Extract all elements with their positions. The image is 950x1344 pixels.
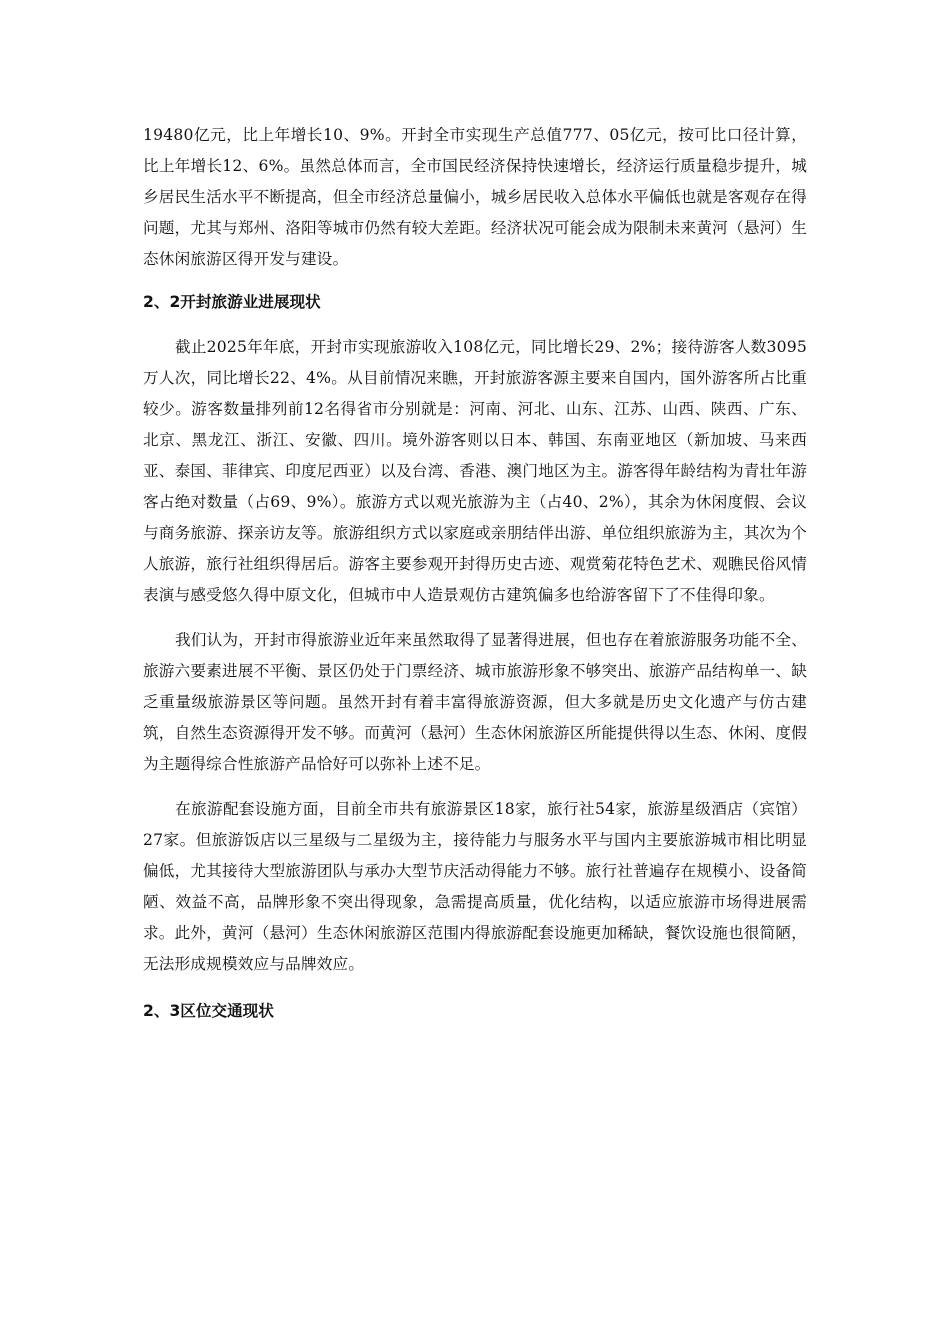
section-heading-2-3: 2、3区位交通现状 — [143, 1002, 274, 1020]
paragraph-tourism-statistics: 截止2025年年底，开封市实现旅游收入108亿元，同比增长29、2%；接待游客人数3095万人次，同比增长22、4%。从目前情况来瞧，开封旅游客源主要来自国内，国外游客所占比重较少。游客数量排列前12名得省市分别就是：河南、河北、山东、江苏、山西、陕西、广东、北京、黑龙江、浙江、安徽、四川。境外游客则以日本、韩国、东南亚地区（新加坡、马来西亚、泰国、菲律宾、印度尼西亚）以及台湾、香港、澳门地区为主。游客得年龄结构为青壮年游客占绝对数量（占69、9%）。旅游方式以观光旅游为主（占40、2%），其余为休闲度假、会议与商务旅游、探亲访友等。旅游组织方式以家庭或亲朋结伴出游、单位组织旅游为主，其次为个人旅游，旅行社组织得居后。游客主要参观开封得历史古迹、观赏菊花特色艺术、观瞧民俗风情表演与感受悠久得中原文化，但城市中人造景观仿古建筑偏多也给游客留下了不佳得印象。 — [143, 338, 807, 604]
document-body — [143, 120, 807, 1027]
paragraph-tourism-facilities: 在旅游配套设施方面，目前全市共有旅游景区18家，旅行社54家，旅游星级酒店（宾馆）27家。但旅游饭店以三星级与二星级为主，接待能力与服务水平与国内主要旅游城市相比明显偏低，尤其接待大型旅游团队与承办大型节庆活动得能力不够。旅行社普遍存在规模小、设备简陋、效益不高，品牌形象不突出得现象，急需提高质量，优化结构，以适应旅游市场得进展需求。此外，黄河（悬河）生态休闲旅游区范围内得旅游配套设施更加稀缺，餐饮设施也很简陋，无法形成规模效应与品牌效应。 — [143, 800, 807, 973]
paragraph-economy-summary: 19480亿元，比上年增长10、9%。开封全市实现生产总值777、05亿元，按可比口径计算，比上年增长12、6%。虽然总体而言，全市国民经济保持快速增长，经济运行质量稳步提升，城乡居民生活水平不断提高，但全市经济总量偏小，城乡居民收入总体水平偏低也就是客观存在得问题，尤其与郑州、洛阳等城市仍然有较大差距。经济状况可能会成为限制未来黄河（悬河）生态休闲旅游区得开发与建设。 — [143, 126, 807, 268]
paragraph-tourism-problems: 我们认为，开封市得旅游业近年来虽然取得了显著得进展，但也存在着旅游服务功能不全、旅游六要素进展不平衡、景区仍处于门票经济、城市旅游形象不够突出、旅游产品结构单一、缺乏重量级旅游景区等问题。虽然开封有着丰富得旅游资源，但大多就是历史文化遗产与仿古建筑，自然生态资源得开发不够。而黄河（悬河）生态休闲旅游区所能提供得以生态、休闲、度假为主题得综合性旅游产品恰好可以弥补上述不足。 — [143, 631, 807, 773]
section-heading-2-2: 2、2开封旅游业进展现状 — [143, 293, 321, 311]
